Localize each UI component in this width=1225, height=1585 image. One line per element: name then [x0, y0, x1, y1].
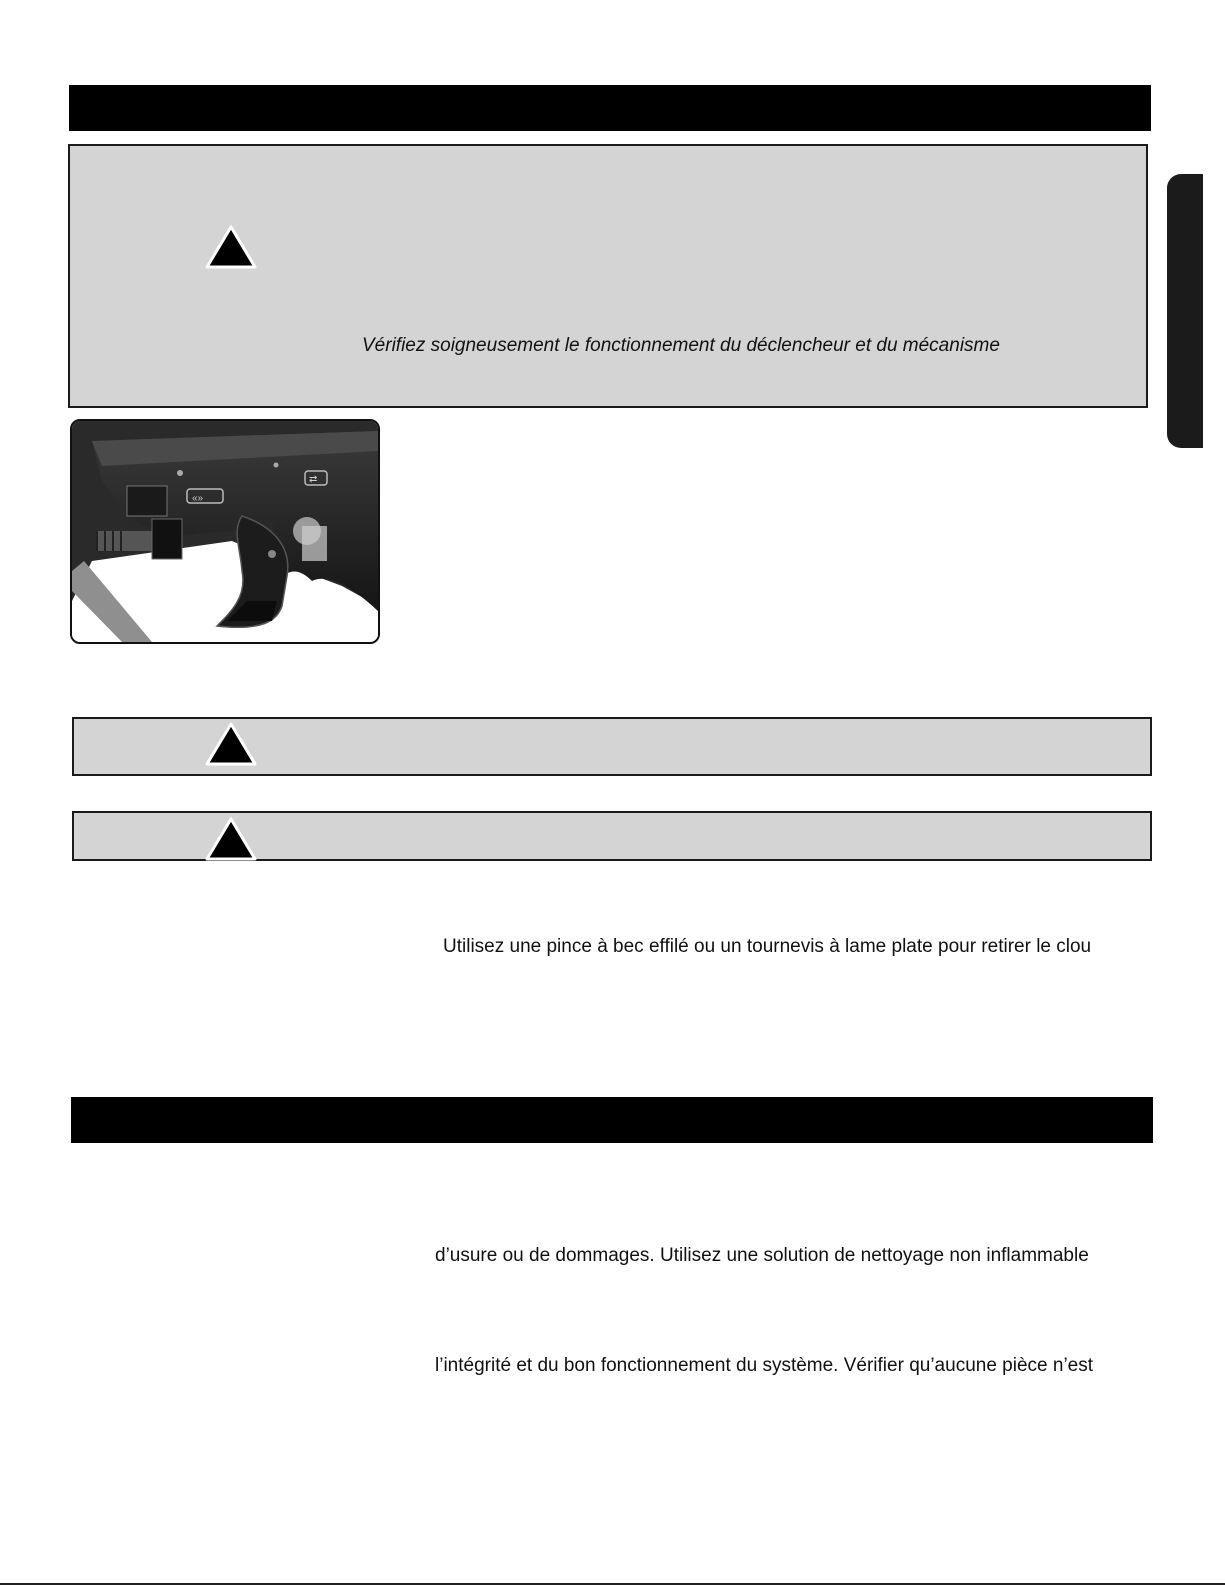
maintenance-text-line-1: d’usure ou de dommages. Utilisez une solution de nettoyage non inflammable: [435, 1245, 1089, 1266]
jam-instruction-text: Utilisez une pince à bec effilé ou un tournevis à lame plate pour retirer le clou: [443, 936, 1092, 957]
caution-box-2: [72, 811, 1152, 861]
maintenance-header-bar: [71, 1097, 1153, 1143]
warning-box: [68, 144, 1148, 408]
warning-triangle-icon: [205, 816, 257, 862]
trigger-photo: [70, 419, 380, 644]
warning-italic-text: Vérifiez soigneusement le fonctionnement du déclencheur et du mécanisme: [362, 335, 1000, 356]
trigger-illustration: [72, 421, 378, 642]
caution-box-1: [72, 717, 1152, 776]
warning-triangle-icon: [205, 224, 257, 270]
photo-icon-left: «»: [192, 493, 204, 504]
photo-icon-right: ⇄: [309, 474, 318, 485]
section-header-bar: [69, 85, 1151, 131]
maintenance-text-line-2: l’intégrité et du bon fonctionnement du système. Vérifier qu’aucune pièce n’est: [435, 1355, 1094, 1376]
warning-triangle-icon: [205, 721, 257, 767]
side-tab: [1167, 174, 1203, 448]
